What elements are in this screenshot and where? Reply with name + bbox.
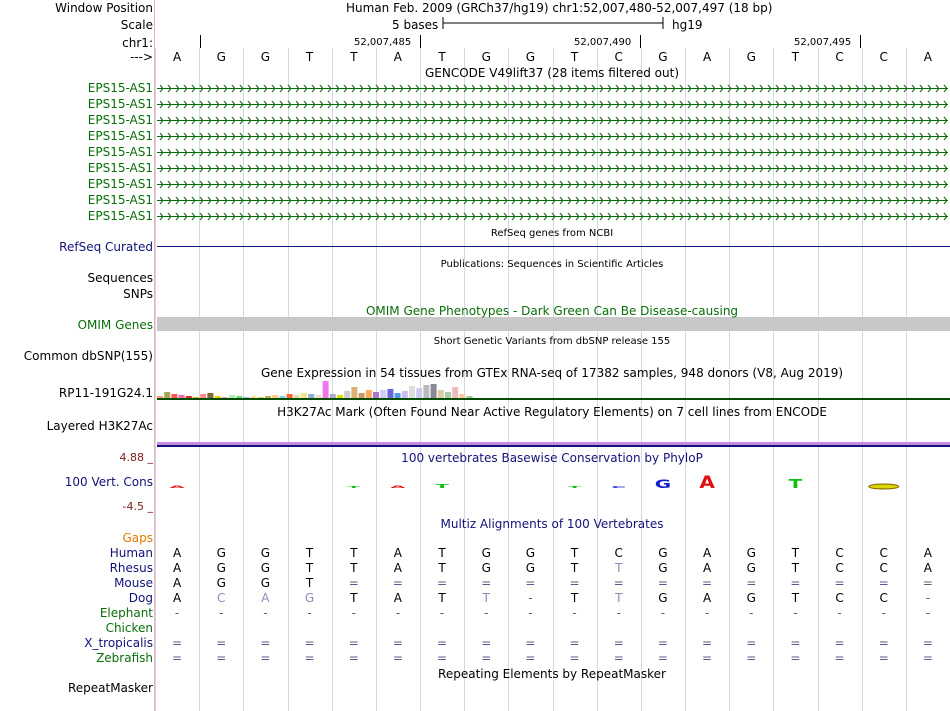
gtex-tissue-bar xyxy=(351,387,357,398)
multiz-base: T xyxy=(791,546,800,560)
multiz-base: A xyxy=(702,546,712,560)
multiz-base: = xyxy=(746,576,757,590)
reference-base: A xyxy=(393,50,403,64)
gtex-label[interactable]: RP11-191G24.1 xyxy=(58,386,153,400)
reference-base: T xyxy=(570,50,579,64)
multiz-base: = xyxy=(525,651,536,665)
multiz-base: G xyxy=(525,546,536,560)
multiz-base: T xyxy=(570,591,579,605)
multiz-species-label[interactable]: Chicken xyxy=(105,621,153,635)
gtex-tissue-bar xyxy=(315,395,321,398)
reference-base: A xyxy=(172,50,182,64)
multiz-base: A xyxy=(261,591,270,605)
multiz-base: = xyxy=(481,651,492,665)
multiz-species-label[interactable]: Rhesus xyxy=(109,561,153,575)
multiz-base: = xyxy=(613,651,624,665)
multiz-base: = xyxy=(569,576,580,590)
multiz-base: G xyxy=(216,561,226,575)
multiz-base: - xyxy=(528,591,533,605)
multiz-base: G xyxy=(260,576,271,590)
gtex-tissue-bar xyxy=(467,396,473,398)
multiz-base: C xyxy=(835,561,844,575)
multiz-base: T xyxy=(791,591,800,605)
multiz-base: T xyxy=(350,546,358,560)
gtex-tissue-bar xyxy=(265,396,271,398)
h3k27ac-track-title: H3K27Ac Mark (Often Found Near Active Regulatory Elements) on 7 cell lines from ENCODE xyxy=(277,405,827,419)
multiz-species-label[interactable]: Dog xyxy=(128,591,153,605)
phylop-base-letter: C xyxy=(611,486,627,489)
multiz-base: C xyxy=(879,591,888,605)
scale-assembly: hg19 xyxy=(672,18,703,32)
multiz-base: A xyxy=(172,591,182,605)
multiz-base: T xyxy=(305,546,314,560)
multiz-base: A xyxy=(923,546,933,560)
multiz-base: A xyxy=(172,561,182,575)
multiz-base: T xyxy=(482,591,490,605)
multiz-base: = xyxy=(922,651,933,665)
multiz-base: G xyxy=(746,546,756,560)
multiz-base: - xyxy=(395,606,401,620)
phylop-base-letter: T xyxy=(435,483,449,490)
multiz-base: T xyxy=(305,561,314,575)
reference-base: T xyxy=(305,50,314,64)
gtex-tissue-bar xyxy=(330,394,336,398)
multiz-base: = xyxy=(525,576,536,590)
gtex-tissue-bar xyxy=(251,396,257,398)
gtex-tissue-bar xyxy=(373,392,379,398)
multiz-base: = xyxy=(613,576,624,590)
gtex-tissue-bar xyxy=(272,395,278,398)
position-tick-1: 52,007,485 xyxy=(354,37,412,48)
multiz-base: = xyxy=(437,576,448,590)
multiz-base: - xyxy=(263,606,268,620)
multiz-base: T xyxy=(350,561,358,575)
gtex-tissue-bar xyxy=(395,393,401,398)
reference-base: G xyxy=(746,50,756,64)
gtex-tissue-bar xyxy=(236,396,242,398)
multiz-base: G xyxy=(525,561,536,575)
gtex-tissue-bar xyxy=(416,388,422,398)
refseq-label[interactable]: RefSeq Curated xyxy=(59,240,153,254)
multiz-base: = xyxy=(657,576,668,590)
omim-label[interactable]: OMIM Genes xyxy=(77,318,153,332)
multiz-base: C xyxy=(879,546,888,560)
gtex-tissue-bar xyxy=(431,384,437,398)
gtex-tissue-bar xyxy=(438,390,444,398)
scale-label: Scale xyxy=(120,18,153,32)
multiz-base: C xyxy=(835,546,844,560)
chrom-label: chr1: xyxy=(122,36,153,50)
multiz-base: - xyxy=(749,606,754,620)
multiz-base: = xyxy=(790,576,801,590)
multiz-base: G xyxy=(658,591,668,605)
gaps-label[interactable]: Gaps xyxy=(122,531,153,545)
h3k27ac-label[interactable]: Layered H3K27Ac xyxy=(46,419,153,433)
multiz-base: T xyxy=(791,561,800,575)
multiz-base: A xyxy=(172,576,182,590)
multiz-base: A xyxy=(172,546,182,560)
multiz-base: G xyxy=(746,591,756,605)
multiz-base: G xyxy=(260,546,271,560)
gtex-tissue-bar xyxy=(409,386,415,398)
reference-base: C xyxy=(614,50,623,64)
multiz-base: C xyxy=(614,546,623,560)
gencode-item-label[interactable]: EPS15-AS1 xyxy=(87,113,153,127)
phylop-max-label: 4.88 _ xyxy=(119,451,153,464)
omim-gene-bar xyxy=(157,317,950,331)
multiz-species-label[interactable]: Human xyxy=(109,546,153,560)
multiz-base: = xyxy=(525,636,536,650)
multiz-track-title: Multiz Alignments of 100 Vertebrates xyxy=(440,517,664,531)
multiz-base: A xyxy=(393,546,403,560)
snps-label[interactable]: SNPs xyxy=(123,287,153,301)
multiz-base: G xyxy=(481,546,491,560)
multiz-base: = xyxy=(569,636,580,650)
multiz-base: - xyxy=(528,606,533,620)
multiz-base: A xyxy=(393,591,403,605)
window-position-label: Window Position xyxy=(55,1,153,15)
multiz-base: A xyxy=(702,591,712,605)
window-position-value: Human Feb. 2009 (GRCh37/hg19) chr1:52,007,480-52,007,497 (18 bp) xyxy=(346,1,773,15)
multiz-base: - xyxy=(660,606,666,620)
multiz-base: = xyxy=(702,636,713,650)
dbsnp-label[interactable]: Common dbSNP(155) xyxy=(23,349,153,363)
position-tick-3: 52,007,495 xyxy=(794,37,852,48)
gencode-item-label[interactable]: EPS15-AS1 xyxy=(87,129,153,143)
reference-base: T xyxy=(438,50,446,64)
multiz-base: - xyxy=(174,606,180,620)
multiz-base: - xyxy=(616,606,621,620)
multiz-base: = xyxy=(790,636,801,650)
phylop-base-letter: T xyxy=(346,486,361,489)
multiz-base: = xyxy=(348,576,359,590)
multiz-base: T xyxy=(570,546,579,560)
multiz-base: C xyxy=(879,561,888,575)
multiz-base: = xyxy=(702,651,713,665)
multiz-base: - xyxy=(351,606,356,620)
multiz-base: - xyxy=(837,606,842,620)
reference-base: G xyxy=(216,50,226,64)
multiz-base: = xyxy=(746,651,757,665)
multiz-base: T xyxy=(438,546,446,560)
h3k27ac-signal xyxy=(157,445,950,447)
gtex-tissue-bar xyxy=(323,381,329,398)
multiz-base: - xyxy=(439,606,445,620)
gtex-tissue-bar xyxy=(193,397,199,398)
phylop-base-letter: T xyxy=(788,477,803,491)
phylop-base-letter: A xyxy=(169,485,185,489)
multiz-base: - xyxy=(572,606,577,620)
multiz-base: = xyxy=(216,636,227,650)
gencode-item-label[interactable]: EPS15-AS1 xyxy=(87,81,153,95)
gtex-tissue-bar xyxy=(179,395,185,398)
gtex-tissue-bar xyxy=(301,393,307,398)
gtex-track-title: Gene Expression in 54 tissues from GTEx RNA-seq of 17382 samples, 948 donors (V8, Aug 2019) xyxy=(260,366,844,380)
gtex-tissue-bar xyxy=(344,391,350,398)
repeatmasker-label[interactable]: RepeatMasker xyxy=(67,681,153,695)
multiz-base: = xyxy=(702,576,713,590)
gtex-tissue-bar xyxy=(287,394,293,398)
multiz-base: = xyxy=(260,651,271,665)
omim-track-title: OMIM Gene Phenotypes - Dark Green Can Be Disease-causing xyxy=(365,304,739,318)
gtex-tissue-bar xyxy=(164,392,170,398)
gtex-tissue-bar xyxy=(279,396,285,398)
gtex-tissue-bar xyxy=(294,395,300,398)
dbsnp-track-title: Short Genetic Variants from dbSNP release 155 xyxy=(433,336,671,347)
multiz-species-label[interactable]: Elephant xyxy=(99,606,153,620)
multiz-base: = xyxy=(348,636,359,650)
phylop-track-title: 100 vertebrates Basewise Conservation by PhyloP xyxy=(401,451,703,465)
gtex-tissue-bar xyxy=(157,396,163,398)
multiz-base: = xyxy=(834,576,845,590)
multiz-base: - xyxy=(704,606,710,620)
multiz-base: - xyxy=(793,606,798,620)
reference-base: G xyxy=(481,50,491,64)
gtex-tissue-bar xyxy=(337,395,343,398)
multiz-base: - xyxy=(925,606,931,620)
multiz-base: T xyxy=(350,591,358,605)
multiz-base: T xyxy=(570,561,579,575)
phylop-base-letter: G xyxy=(654,477,672,491)
multiz-base: A xyxy=(393,561,403,575)
multiz-base: = xyxy=(878,651,889,665)
multiz-base: = xyxy=(613,636,624,650)
gencode-item-label[interactable]: EPS15-AS1 xyxy=(87,177,153,191)
refseq-track-title: RefSeq genes from NCBI xyxy=(490,228,614,239)
multiz-base: = xyxy=(304,651,315,665)
reference-base: C xyxy=(879,50,888,64)
multiz-base: = xyxy=(834,651,845,665)
gencode-track-title[interactable]: GENCODE V49lift37 (28 items filtered out) xyxy=(424,66,680,80)
gtex-tissue-bar xyxy=(308,394,314,398)
multiz-base: = xyxy=(437,636,448,650)
multiz-base: = xyxy=(569,651,580,665)
multiz-base: A xyxy=(923,561,933,575)
gtex-tissue-bar xyxy=(200,394,206,398)
multiz-base: = xyxy=(878,576,889,590)
multiz-base: = xyxy=(172,651,183,665)
phylop-base-letter: A xyxy=(699,473,715,493)
multiz-base: - xyxy=(484,606,489,620)
multiz-base: = xyxy=(392,636,403,650)
label-divider xyxy=(154,0,155,711)
multiz-base: = xyxy=(481,576,492,590)
scale-text: 5 bases xyxy=(392,18,439,32)
multiz-species-label[interactable]: Mouse xyxy=(114,576,153,590)
gtex-tissue-bar xyxy=(243,397,249,398)
multiz-base: = xyxy=(790,651,801,665)
reference-base: G xyxy=(658,50,668,64)
gtex-tissue-bar xyxy=(387,389,393,398)
gtex-tissue-bar xyxy=(186,396,192,398)
multiz-base: = xyxy=(878,636,889,650)
multiz-base: = xyxy=(437,651,448,665)
multiz-base: = xyxy=(922,636,933,650)
phylop-base-letter xyxy=(869,484,899,489)
multiz-base: T xyxy=(615,561,623,575)
gtex-tissue-bar xyxy=(452,387,458,398)
multiz-base: G xyxy=(260,561,271,575)
multiz-base: = xyxy=(392,651,403,665)
multiz-base: T xyxy=(615,591,623,605)
reference-base: C xyxy=(835,50,844,64)
gencode-item-label[interactable]: EPS15-AS1 xyxy=(87,97,153,111)
gtex-tissue-bar xyxy=(445,392,451,398)
multiz-base: T xyxy=(438,591,446,605)
multiz-base: C xyxy=(835,591,844,605)
multiz-base: - xyxy=(219,606,224,620)
gtex-tissue-bar xyxy=(222,397,228,398)
gtex-tissue-bar xyxy=(229,395,235,398)
h3k27ac-signal xyxy=(157,442,950,445)
gtex-tissue-bar xyxy=(366,390,372,398)
gtex-tissue-bar xyxy=(258,397,264,398)
gtex-tissue-bar xyxy=(402,391,408,398)
strand-label: ---> xyxy=(129,50,153,64)
reference-base: G xyxy=(525,50,536,64)
multiz-species-label[interactable]: Zebrafish xyxy=(96,651,153,665)
reference-base: A xyxy=(923,50,933,64)
gtex-tissue-bar xyxy=(359,393,365,398)
reference-base: G xyxy=(260,50,271,64)
multiz-base: G xyxy=(481,561,491,575)
multiz-base: = xyxy=(304,636,315,650)
repeatmasker-track-title: Repeating Elements by RepeatMasker xyxy=(438,667,666,681)
gtex-tissue-bar xyxy=(171,394,177,398)
multiz-species-label[interactable]: X_tropicalis xyxy=(84,636,153,650)
gtex-tissue-bar xyxy=(380,390,386,398)
phylop-label[interactable]: 100 Vert. Cons xyxy=(64,475,153,489)
multiz-base: G xyxy=(216,546,226,560)
gencode-item-label[interactable]: EPS15-AS1 xyxy=(87,193,153,207)
multiz-base: G xyxy=(304,591,315,605)
multiz-base: = xyxy=(392,576,403,590)
publications-track-title: Publications: Sequences in Scientific Articles xyxy=(440,259,664,270)
multiz-base: T xyxy=(438,561,446,575)
reference-base: T xyxy=(350,50,358,64)
multiz-base: = xyxy=(657,636,668,650)
sequences-label[interactable]: Sequences xyxy=(87,271,153,285)
phylop-min-label: -4.5 _ xyxy=(122,500,153,513)
multiz-base: = xyxy=(216,651,227,665)
reference-base: A xyxy=(702,50,712,64)
multiz-base: = xyxy=(746,636,757,650)
multiz-base: - xyxy=(881,606,886,620)
gencode-item-label[interactable]: EPS15-AS1 xyxy=(87,145,153,159)
multiz-base: C xyxy=(217,591,226,605)
phylop-base-letter: A xyxy=(390,485,406,489)
gtex-tissue-bar xyxy=(423,385,429,398)
multiz-base: G xyxy=(216,576,226,590)
multiz-base: = xyxy=(481,636,492,650)
multiz-base: = xyxy=(172,636,183,650)
multiz-base: - xyxy=(307,606,312,620)
multiz-base: G xyxy=(658,561,668,575)
multiz-base: G xyxy=(658,546,668,560)
multiz-base: G xyxy=(746,561,756,575)
gtex-tissue-bar xyxy=(459,394,465,398)
reference-base: T xyxy=(791,50,800,64)
gencode-item-label[interactable]: EPS15-AS1 xyxy=(87,209,153,223)
multiz-base: = xyxy=(922,576,933,590)
phylop-base-letter: T xyxy=(567,486,582,489)
multiz-base: A xyxy=(702,561,712,575)
gtex-tissue-bar xyxy=(215,396,221,398)
multiz-base: - xyxy=(925,591,931,605)
multiz-base: = xyxy=(657,651,668,665)
position-tick-2: 52,007,490 xyxy=(574,37,632,48)
multiz-base: = xyxy=(348,651,359,665)
gencode-item-label[interactable]: EPS15-AS1 xyxy=(87,161,153,175)
multiz-base: = xyxy=(834,636,845,650)
multiz-base: = xyxy=(260,636,271,650)
gtex-tissue-bar xyxy=(207,393,213,398)
multiz-base: T xyxy=(305,576,314,590)
